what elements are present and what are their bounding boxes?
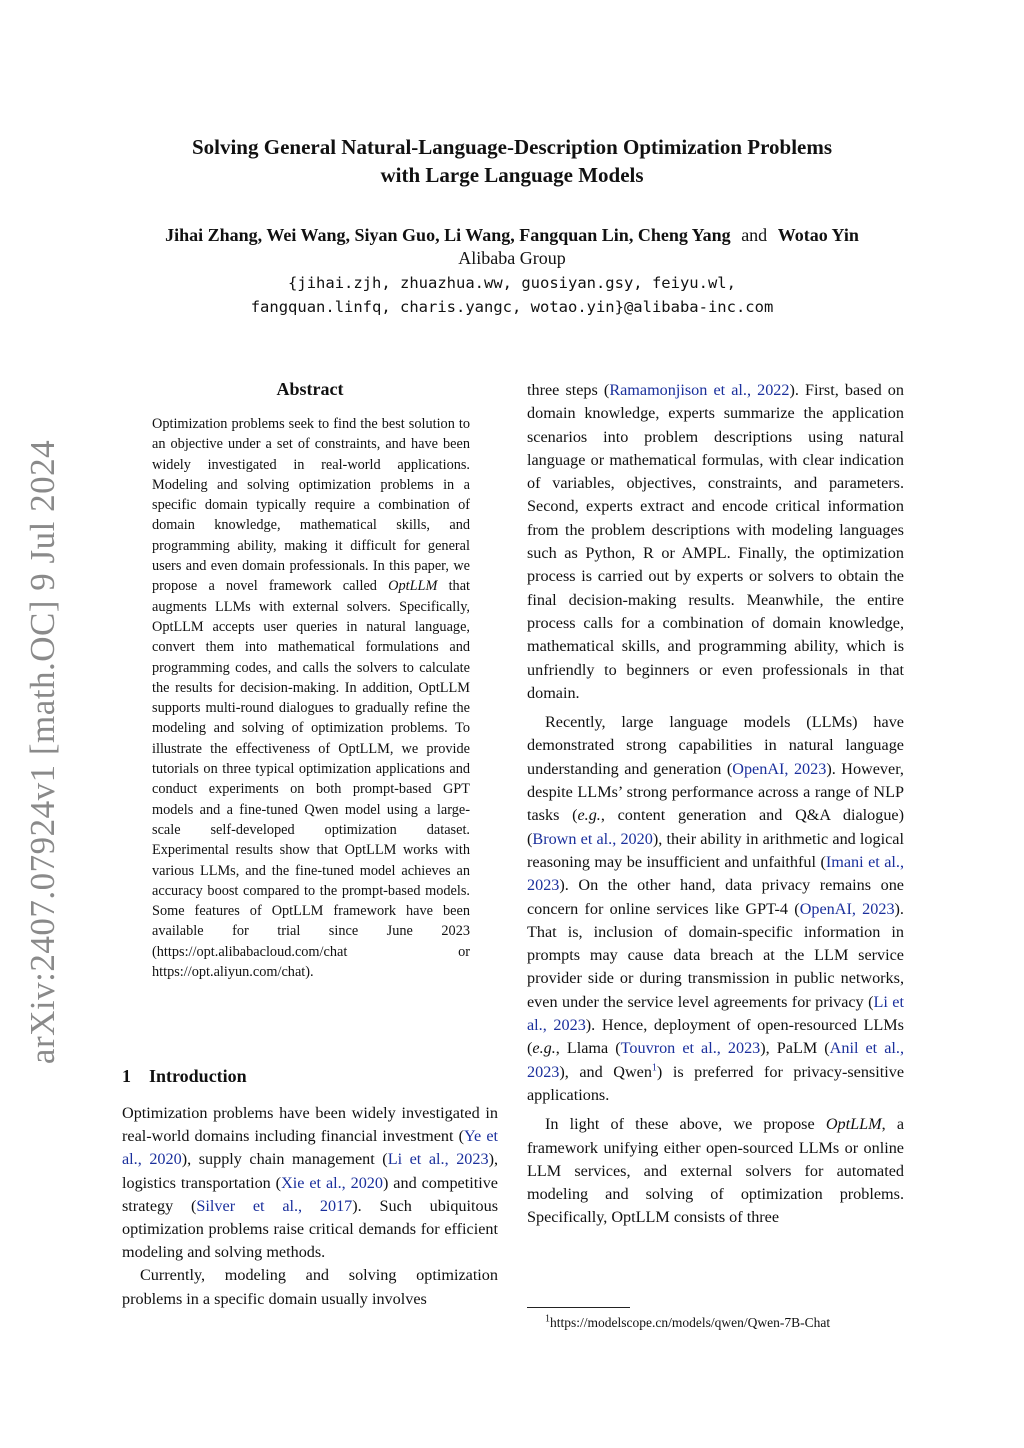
section-heading-introduction [122, 1066, 247, 1087]
citation-link[interactable]: Touvron et al., 2023 [620, 1039, 761, 1058]
intro-paragraph-4 [527, 1113, 904, 1229]
footnote-number: 1 [545, 1313, 550, 1325]
abstract-text-part-1: Optimization problems seek to find the best solution to an objective under a set of constraints, and have been widely investigated in real-world applications. Modeling and solving optimization problems in a specific domain typically require a combination of domain knowledge, mathematical skills, and programming ability, making it difficult for general users and even domain professionals. In this paper, we propose a novel framework called [152, 416, 470, 595]
text-run: ). Hence, deployment of open-resourced LLMs ( [527, 1016, 904, 1058]
author-names: Jihai Zhang, Wei Wang, Siyan Guo, Li Wang, Fangquan Lin, Cheng Yang [165, 225, 731, 245]
text-run: ). On the other hand, data privacy remains one concern for online services like GPT-4 ( [527, 876, 904, 918]
text-run: ), their ability in arithmetic and logical reasoning may be insufficient and unfaithful ( [527, 829, 904, 871]
citation-link[interactable]: Imani et al., 2023 [527, 852, 904, 895]
author-connector: and [741, 225, 768, 245]
framework-name: OptLLM [388, 578, 438, 595]
text-run: ), and Qwen [559, 1062, 652, 1081]
citation-link[interactable]: OpenAI, 2023 [799, 899, 895, 918]
text-run: ), logistics transportation ( [122, 1150, 499, 1192]
citation-link[interactable]: Anil et al., 2023 [527, 1039, 905, 1081]
citation-link[interactable]: Ramamonjison et al., 2022 [609, 381, 790, 399]
arxiv-identifier-stamp: arXiv:2407.07924v1 [math.OC] 9 Jul 2024 [23, 439, 62, 1065]
section-title: Introduction [149, 1066, 247, 1086]
footnote-url[interactable]: https://modelscope.cn/models/qwen/Qwen-7B-Chat [550, 1315, 831, 1330]
footnote [545, 1315, 830, 1331]
abstract-body [152, 414, 470, 982]
citation-link[interactable]: Li et al., 2023 [527, 992, 904, 1035]
text-run-italic: e.g. [577, 806, 601, 825]
framework-name: OptLLM [825, 1115, 882, 1134]
text-run: ). First, based on domain knowledge, experts summarize the application scenarios into problem descriptions using natural language or mathematical formulas, with clear indication of variables, objectives, constraints, and parameters. Second, experts extract and encode critical information from the problem descriptions with modeling languages such as Python, R or AMPL. Finally, the optimization process is carried out by experts or solvers to obtain the final decision-making results. Meanwhile, the entire process calls for a combination of domain knowledge, mathematical skills, and programming ability, which is unfriendly to beginners or even professionals in that domain. [527, 381, 904, 702]
text-run: ). However, despite LLMs’ strong performance across a range of NLP tasks ( [527, 759, 904, 825]
email-line-1: {jihai.zjh, zhuazhua.ww, guosiyan.gsy, feiyu.wl, [288, 274, 736, 292]
text-run: Recently, large language models (LLMs) have demonstrated strong capabilities in natural language understanding and generation ( [527, 713, 904, 778]
citation-link[interactable]: Silver et al., 2017 [196, 1196, 353, 1215]
text-run: ), supply chain management ( [181, 1150, 388, 1169]
left-column-body [122, 1102, 498, 1311]
abstract-paragraph [152, 414, 470, 982]
author-list [60, 224, 964, 247]
text-run-italic: e.g. [532, 1039, 556, 1058]
footnote-marker[interactable]: 1 [651, 1062, 657, 1074]
text-run: ). That is, inclusion of domain-specific information in prompts may cause data breach at the LLM service provider side or during transmission in public networks, even under the service level agreements for privacy ( [527, 899, 904, 1011]
last-author-name: Wotao Yin [777, 225, 859, 245]
text-run: Currently, modeling and solving optimization problems in a specific domain usually involves [122, 1266, 498, 1308]
abstract-heading: Abstract [276, 379, 344, 399]
paper-title-line-2: with Large Language Models [380, 163, 644, 187]
intro-paragraph-1 [122, 1102, 498, 1264]
citation-link[interactable]: Brown et al., 2020 [532, 829, 653, 848]
affiliation: Alibaba Group [458, 248, 566, 268]
citation-link[interactable]: OpenAI, 2023 [732, 759, 827, 778]
citation-link[interactable]: Xie et al., 2020 [281, 1173, 383, 1192]
text-run: In light of these above, we propose [545, 1115, 826, 1134]
section-number: 1 [122, 1066, 131, 1086]
paper-title-line-1: Solving General Natural-Language-Description Optimization Problems [191, 135, 833, 159]
text-run: ), PaLM ( [760, 1039, 830, 1058]
abstract-text-part-2: that augments LLMs with external solvers. Specifically, OptLLM accepts user queries in natural language, convert them into mathematical formulations and programming codes, and calls the solvers to calculate the results for decision-making. In addition, OptLLM supports multi-round dialogues to gradually refine the modeling and solving of optimization problems. To illustrate the effectiveness of OptLLM, we provide tutorials on three typical optimization applications and conduct experiments on both prompt-based GPT models and a fine-tuned Qwen model using a large-scale self-developed optimization dataset. Experimental results show that OptLLM works with various LLMs, and the fine-tuned model achieves an accuracy boost compared to the prompt-based models. Some features of OptLLM framework have been available for trial since June 2023 (https://opt.alibabacloud.com/chat or https://opt.aliyun.com/chat). [152, 578, 471, 981]
intro-paragraph-2 [122, 1264, 498, 1310]
text-run: , content generation and Q&A dialogue) ( [527, 806, 905, 848]
text-run: ) is preferred for privacy-sensitive applications. [527, 1062, 905, 1104]
text-run: Optimization problems have been widely investigated in real-world domains including financial investment ( [122, 1104, 498, 1146]
intro-paragraph-2-continued [527, 379, 904, 705]
intro-paragraph-3 [527, 711, 904, 1107]
text-run: ). Such ubiquitous optimization problems raise critical demands for efficient modeling and solving methods. [122, 1196, 498, 1262]
text-run: , a framework unifying either open-sourced LLMs or online LLM services, and external solvers for automated modeling and solving of optimization problems. Specifically, OptLLM consists of three [527, 1115, 904, 1227]
text-run: ) and competitive strategy ( [122, 1173, 498, 1215]
paper-title [100, 133, 924, 189]
right-column-body [527, 379, 904, 1230]
text-run: three steps ( [527, 381, 610, 399]
footnote-divider [527, 1307, 630, 1308]
email-line-2: fangquan.linfq, charis.yangc, wotao.yin}@alibaba-inc.com [250, 298, 774, 316]
citation-link[interactable]: Ye et al., 2020 [122, 1127, 499, 1169]
citation-link[interactable]: Li et al., 2023 [387, 1150, 489, 1169]
author-emails [100, 271, 924, 319]
text-run: , Llama ( [555, 1039, 621, 1058]
